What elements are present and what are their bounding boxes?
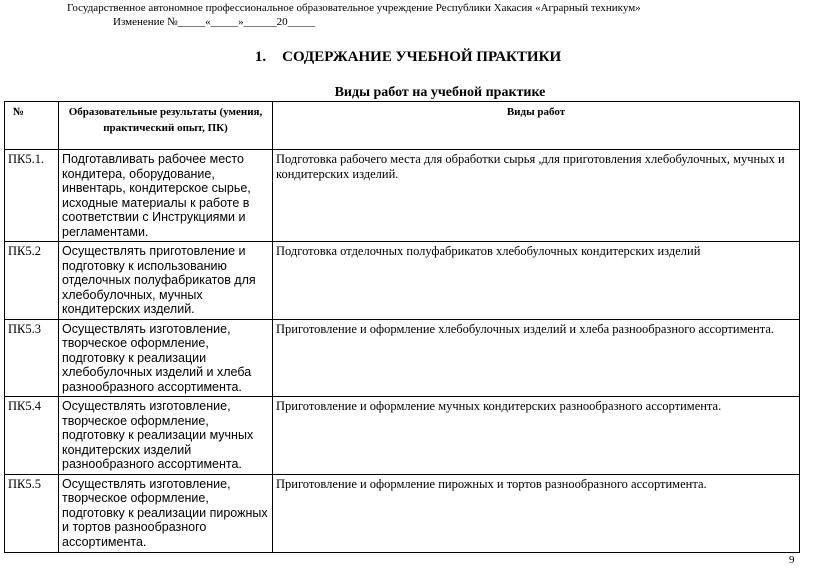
header-results: Образовательные результаты (умения, практический опыт, ПК) bbox=[59, 102, 273, 150]
educational-result: Осуществлять приготовление и подготовку к использованию отделочных полуфабрикатов для хлебобулочных, мучных кондитерских изделий. bbox=[59, 242, 273, 320]
table-row bbox=[5, 319, 800, 397]
work-type: Подготовка отделочных полуфабрикатов хлебобулочных кондитерских изделий bbox=[273, 242, 800, 320]
section-title bbox=[0, 49, 816, 66]
change-record-line: Изменение №_____«_____»______20_____ bbox=[113, 16, 316, 28]
work-type: Подготовка рабочего места для обработки сырья ,для приготовления хлебобулочных, мучных и кондитерских изделий. bbox=[273, 150, 800, 242]
educational-result: Осуществлять изготовление, творческое оформление, подготовку к реализации хлебобулочных изделий и хлеба разнообразного ассортимента. bbox=[59, 319, 273, 397]
work-type: Приготовление и оформление пирожных и тортов разнообразного ассортимента. bbox=[273, 474, 800, 552]
header-num: № bbox=[5, 102, 59, 150]
table-row bbox=[5, 150, 800, 242]
educational-result: Осуществлять изготовление, творческое оформление, подготовку к реализации мучных кондитерских изделий разнообразного ассортимента. bbox=[59, 397, 273, 475]
competence-code: ПК5.2 bbox=[5, 242, 59, 320]
competence-code: ПК5.3 bbox=[5, 319, 59, 397]
competence-code: ПК5.4 bbox=[5, 397, 59, 475]
educational-result: Подготавливать рабочее место кондитера, оборудование, инвентарь, кондитерское сырье, исходные материалы к работе в соответствии с Инструкциями и регламентами. bbox=[59, 150, 273, 242]
table-row bbox=[5, 242, 800, 320]
section-number: 1. bbox=[254, 49, 267, 65]
table-caption: Виды работ на учебной практике bbox=[334, 85, 546, 100]
competence-code: ПК5.1. bbox=[5, 150, 59, 242]
work-type: Приготовление и оформление мучных кондитерских разнообразного ассортимента. bbox=[273, 397, 800, 475]
header-works: Виды работ bbox=[273, 102, 800, 150]
work-type: Приготовление и оформление хлебобулочных изделий и хлеба разнообразного ассортимента. bbox=[273, 319, 800, 397]
institution-header: Государственное автономное профессиональное образовательное учреждение Республики Хакасия «Аграрный техникум» bbox=[67, 2, 641, 14]
educational-result: Осуществлять изготовление, творческое оформление, подготовку к реализации пирожных и тортов разнообразного ассортимента. bbox=[59, 474, 273, 552]
practice-table bbox=[4, 101, 800, 553]
table-row bbox=[5, 474, 800, 552]
page-number: 9 bbox=[789, 554, 795, 566]
table-row bbox=[5, 397, 800, 475]
section-title-text: СОДЕРЖАНИЕ УЧЕБНОЙ ПРАКТИКИ bbox=[282, 49, 562, 65]
table-header-row bbox=[5, 102, 800, 150]
competence-code: ПК5.5 bbox=[5, 474, 59, 552]
